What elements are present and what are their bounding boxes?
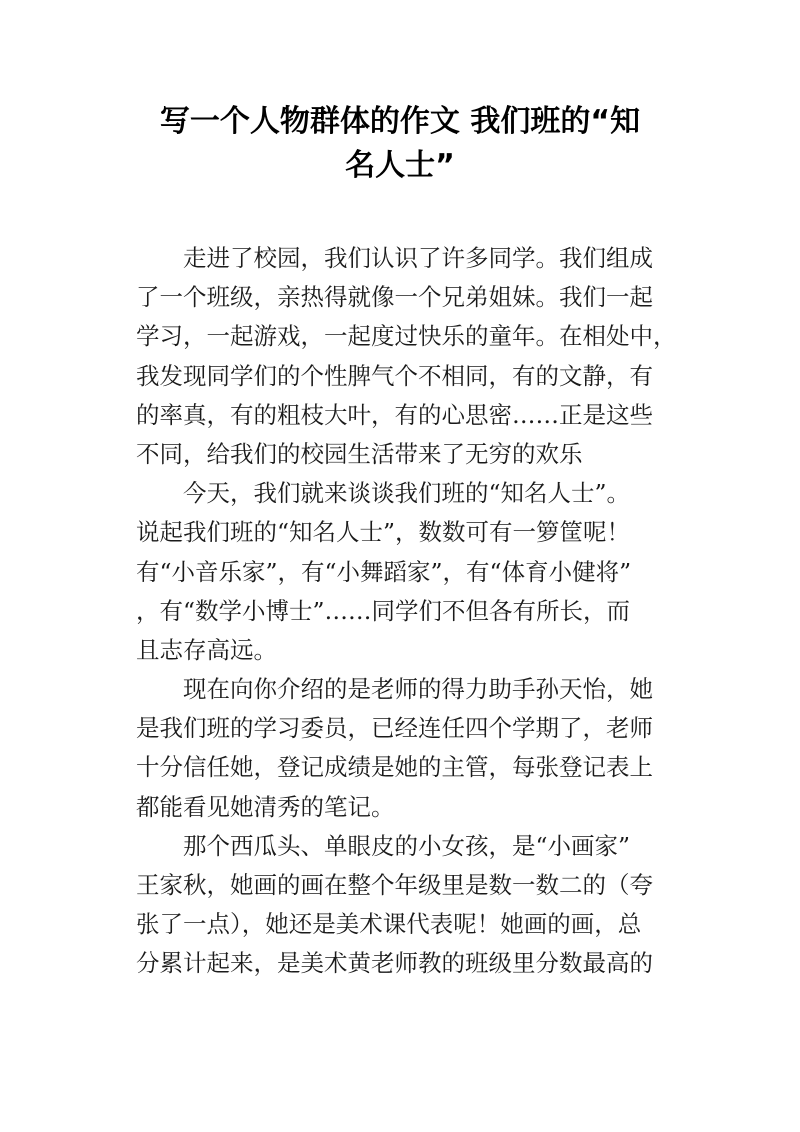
text-line: 的率真，有的粗枝大叶，有的心思密……正是这些 (136, 400, 653, 429)
paragraph-study-monitor (136, 670, 668, 827)
paragraph-intro (136, 239, 677, 474)
paragraph-little-painter (136, 827, 668, 984)
text-line: 十分信任她，登记成绩是她的主管，每张登记表上 (136, 753, 653, 782)
text-line: 且志存高远。 (136, 635, 277, 664)
text-line: 不同，给我们的校园生活带来了无穷的欢乐 (136, 439, 583, 468)
text-line: 现在向你介绍的是老师的得力助手孙天怡，她 (183, 675, 653, 704)
title-line: 名人士” (345, 148, 455, 183)
text-line: 分累计起来，是美术黄老师教的班级里分数最高的 (136, 949, 653, 978)
text-line: ，有“数学小博士”……同学们不但各有所长，而 (136, 596, 631, 625)
text-line: 是我们班的学习委员，已经连任四个学期了，老师 (136, 714, 653, 743)
paragraph-famous-people (136, 474, 668, 670)
text-line: 那个西瓜头、单眼皮的小女孩，是“小画家” (183, 831, 631, 860)
document-body (136, 239, 677, 984)
text-line: 都能看见她清秀的笔记。 (136, 792, 395, 821)
text-line: 了一个班级，亲热得就像一个兄弟姐妹。我们一起 (136, 283, 653, 312)
text-line: 说起我们班的“知名人士”，数数可有一箩筐呢！ (136, 518, 631, 547)
text-line: 有“小音乐家”，有“小舞蹈家”，有“体育小健将” (136, 557, 632, 586)
text-line: 今天，我们就来谈谈我们班的“知名人士”。 (183, 479, 631, 508)
text-line: 张了一点），她还是美术课代表呢！她画的画，总 (136, 910, 642, 939)
text-line: 走进了校园，我们认识了许多同学。我们组成 (183, 244, 653, 272)
text-line: 学习，一起游戏，一起度过快乐的童年。在相处中， (136, 322, 677, 351)
text-line: 我发现同学们的个性脾气个不相同，有的文静，有 (136, 361, 653, 390)
document-title (110, 100, 690, 188)
title-line: 写一个人物群体的作文 我们班的“知 (159, 104, 641, 139)
text-line: 王家秋，她画的画在整个年级里是数一数二的（夸 (136, 871, 653, 899)
